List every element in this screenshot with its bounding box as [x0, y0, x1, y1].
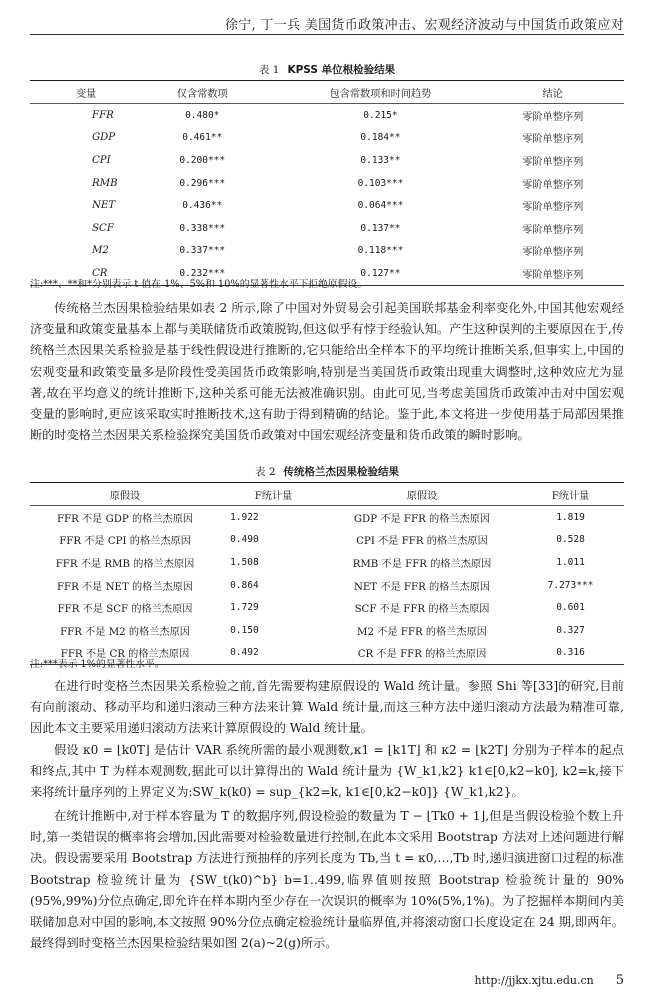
table2-body: [30, 506, 624, 665]
table2-cell: 0.864: [230, 579, 259, 591]
table2-cell: FFR 不是 M2 的格兰杰原因: [60, 626, 190, 638]
table1-row: [30, 149, 624, 172]
footer-url: http://jjkx.xjtu.edu.cn: [474, 974, 594, 987]
table1-cell: 0.337***: [179, 245, 226, 257]
table2-header-cell: 原假设: [30, 483, 220, 506]
table2-row: [30, 619, 624, 642]
table1-row: [30, 240, 624, 263]
table2-header-cell: F统计量: [517, 483, 624, 506]
table1-cell: 零阶单整序列: [522, 134, 584, 146]
running-head: 徐宁, 丁一兵 美国货币政策冲击、宏观经济波动与中国货币政策应对: [225, 18, 624, 33]
table1-cell: 零阶单整序列: [522, 224, 584, 236]
table2-row: [30, 596, 624, 619]
table2-cell: 0.492: [220, 642, 327, 665]
paragraph-1: 传统格兰杰因果检验结果如表 2 所示,除了中国对外贸易会引起美国联邦基金利率变化外,中国其他宏观经济变量和政策变量基本上都与美联储货币政策脱钩,但这似乎有悖于经验认知。产生这种误判的主要原因在于,传统格兰杰因果关系检验是基于线性假设进行推断的,它只能给出全样本下的平均统计推断关系,但事实上,中国的宏观变量和政策变量多是阶段性受美国货币政策影响,特别是当美国货币政策出现重大调整时,这种效应尤为显著,故在平均意义的统计推断下,这种关系可能无法被准确识别。由此可见,当考虑美国货币政策冲击对中国宏观变量的影响时,更应该采取实时推断技术,这有助于得到精确的结论。鉴于此,本文将进一步使用基于局部因果推断的时变格兰杰因果关系检验探究美国货币政策对中国宏观经济变量和货币政策的瞬时影响。: [30, 301, 624, 443]
table2-header-row: [30, 483, 624, 506]
table1-cell: 0.118***: [357, 245, 404, 257]
table2-cell: GDP 不是 FFR 的格兰杰原因: [353, 513, 491, 525]
table2-header-cell: 原假设: [327, 483, 517, 506]
table2: [30, 482, 624, 665]
table2-cell: CR 不是 FFR 的格兰杰原因: [327, 642, 517, 665]
table2-cell: 0.490: [230, 534, 259, 546]
table1-row: [30, 172, 624, 195]
table2-cell: FFR 不是 NET 的格兰杰原因: [56, 581, 194, 593]
table2-cell: 0.150: [230, 624, 259, 636]
table1-body: [30, 104, 624, 286]
table2-cell: CPI 不是 FFR 的格兰杰原因: [356, 536, 488, 548]
table1-number: 表 1: [258, 64, 280, 76]
page-footer: [474, 973, 624, 988]
page-number: 5: [615, 973, 624, 988]
table1-cell: 0.184**: [360, 132, 401, 144]
table2-cell: 0.601: [556, 602, 585, 614]
table2-note: 注:***表示 1%的显著性水平。: [30, 659, 165, 670]
paragraph-3: 假设 κ0 = ⌊k0T⌋ 是估计 VAR 系统所需的最小观测数,κ1 = ⌊k1T⌋ 和 κ2 = ⌊k2T⌋ 分别为子样本的起点和终点,其中 T 为样本观测数,据此可以计算得出的 Wald 统计量为 {W_k1,k2} k1∈[0,k2−k0], k2=k,接下来将统计量序列的上界定义为:SW_k(k0) = sup_{k2=k, k1∈[0,k2−k0]} {W_k1,k2}。: [30, 743, 624, 800]
table1-cell: 0.133**: [360, 154, 401, 166]
table1-cell: 零阶单整序列: [522, 111, 584, 123]
table1-cell: CR: [30, 262, 125, 285]
table2-cell: 0.316: [517, 642, 624, 665]
table1-cell: 零阶单整序列: [481, 262, 624, 285]
table1-cell: 0.480*: [185, 109, 220, 121]
table2-row: [30, 529, 624, 552]
table2-cell: 7.273***: [547, 579, 594, 591]
table1-cell: 零阶单整序列: [522, 202, 584, 214]
table2-cell: FFR 不是 SCF 的格兰杰原因: [57, 604, 193, 616]
table1-note: 注:***、**和*分别表示 t 值在 1%、5%和 10%的显著性水平下拒绝原假设。: [30, 279, 368, 290]
table2-cell: FFR 不是 GDP 的格兰杰原因: [56, 513, 194, 525]
table2-cell: NET 不是 FFR 的格兰杰原因: [353, 581, 491, 593]
table2-cell: FFR 不是 RMB 的格兰杰原因: [55, 558, 195, 570]
table2-cell: 1.508: [230, 556, 259, 568]
table1-cell: 0.232***: [125, 262, 279, 285]
table2-header-cell: F统计量: [220, 483, 327, 506]
table1-header-cell: 仅含常数项: [125, 81, 279, 104]
table2-cell: 1.011: [556, 556, 585, 568]
table1-cell: 0.064***: [357, 200, 404, 212]
table1: [30, 80, 624, 286]
table2-cell: 1.819: [556, 511, 585, 523]
table1-cell: 0.103***: [357, 177, 404, 189]
table1-cell: RMB: [92, 177, 118, 189]
table1-cell: NET: [92, 200, 116, 212]
table2-cell: SCF 不是 FFR 的格兰杰原因: [354, 604, 490, 616]
table1-header-cell: 变量: [30, 81, 125, 104]
table1-cell: 0.461**: [182, 132, 223, 144]
table2-cell: 0.528: [556, 534, 585, 546]
table2-cell: 1.922: [230, 511, 259, 523]
table1-cell: M2: [92, 245, 109, 257]
table1-row: [30, 104, 624, 127]
table1-caption: [30, 62, 624, 77]
table2-cell: 0.327: [556, 624, 585, 636]
table2-row: [30, 551, 624, 574]
header-rule: [30, 34, 624, 35]
table1-cell: CPI: [92, 154, 111, 166]
table2-caption: [30, 464, 624, 479]
table1-cell: 0.215*: [363, 109, 398, 121]
paragraph-4: 在统计推断中,对于样本容量为 T 的数据序列,假设检验的数量为 T − ⌊Tk0 + 1⌋,但是当假设检验个数上升时,第一类错误的概率将会增加,因此需要对检验数量进行控制,在此本文采用 Bootstrap 方法对上述问题进行解决。假设需要采用 Bootstrap 方法进行预抽样的序列长度为 Tb,当 t = κ0,…,Tb 时,递归演进窗口过程的标准 Bootstrap 检验统计量为 {SW_t(k0)^b} b=1..499,临界值则按照 Bootstrap 检验统计量的 90%(95%,99%)分位点确定,即允许在样本期内至少存在一次误识的概率为 10%(5%,1%)。为了挖掘样本期间内美联储加息对中国的影响,本文按照 90%分位点确定检验统计量临界值,并将滚动窗口长度设定在 24 期,即两年。最终得到时变格兰杰因果检验结果如图 2(a)~2(g)所示。: [30, 809, 624, 951]
table1-cell: 零阶单整序列: [522, 247, 584, 259]
table1-row: [30, 194, 624, 217]
table2-cell: RMB 不是 FFR 的格兰杰原因: [352, 558, 492, 570]
table1-cell: 0.127**: [279, 262, 481, 285]
table1-cell: 0.436**: [182, 200, 223, 212]
paragraph-2: 在进行时变格兰杰因果关系检验之前,首先需要构建原假设的 Wald 统计量。参照 Shi 等[33]的研究,目前有向前滚动、移动平均和递归滚动三种方法来计算 Wald 统计量,而这三种方法中递归滚动方法最为精准可靠,因此本文主要采用递归滚动方法来计算原假设的 Wald 统计量。: [30, 679, 624, 736]
table1-cell: 零阶单整序列: [522, 179, 584, 191]
table1-row: [30, 217, 624, 240]
table2-cell: M2 不是 FFR 的格兰杰原因: [357, 626, 487, 638]
table1-cell: 0.296***: [179, 177, 226, 189]
table2-cell: FFR 不是 CR 的格兰杰原因: [30, 642, 220, 665]
table2-cell: FFR 不是 CPI 的格兰杰原因: [59, 536, 191, 548]
table1-cell: 0.200***: [179, 154, 226, 166]
table2-row: [30, 574, 624, 597]
table1-header-cell: 包含常数项和时间趋势: [279, 81, 481, 104]
table2-cell: 1.729: [230, 602, 259, 614]
table1-cell: GDP: [92, 132, 116, 144]
table1-row: [30, 127, 624, 150]
table1-cell: FFR: [92, 109, 114, 121]
table1-header-cell: 结论: [481, 81, 624, 104]
table1-cell: 0.338***: [179, 222, 226, 234]
table1-cell: 零阶单整序列: [522, 156, 584, 168]
table1-cell: SCF: [92, 222, 114, 234]
table1-header-row: [30, 81, 624, 104]
table1-cell: 0.137**: [360, 222, 401, 234]
table2-title: 传统格兰杰因果检验结果: [283, 466, 400, 478]
table2-number: 表 2: [254, 466, 276, 478]
table1-title: KPSS 单位根检验结果: [287, 64, 396, 76]
table2-row: [30, 506, 624, 529]
